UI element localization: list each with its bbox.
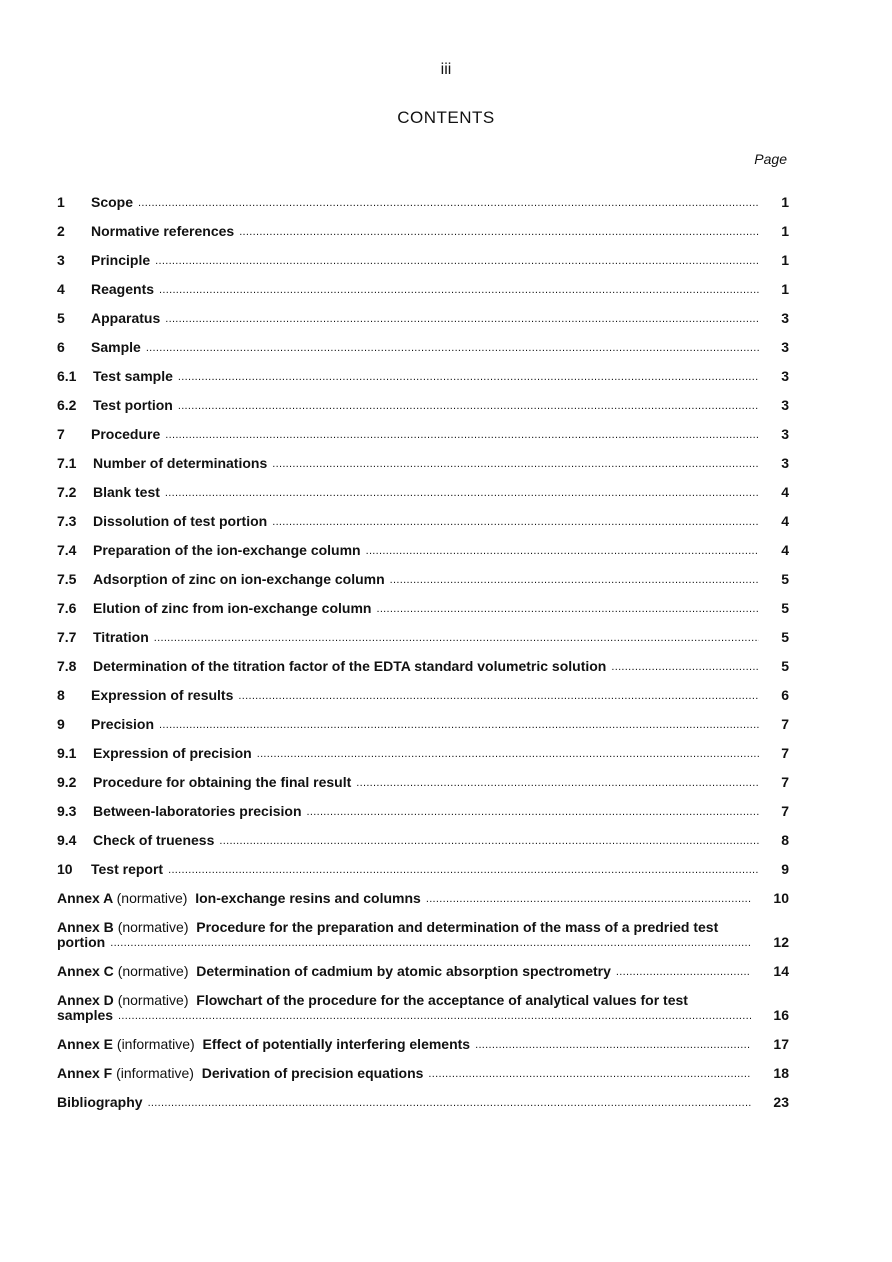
annex-d-status: (normative) [117, 992, 189, 1008]
toc-entry-title: Preparation of the ion-exchange column [93, 542, 361, 558]
table-of-contents [57, 194, 789, 1110]
toc-bibliography[interactable] [57, 1094, 789, 1110]
toc-entry-title: Dissolution of test portion [93, 513, 268, 529]
toc-entry-title: Apparatus [91, 310, 161, 326]
toc-entry[interactable] [57, 774, 789, 790]
dot-leader [168, 863, 759, 877]
toc-entry-title: Test report [91, 861, 164, 877]
dot-leader [426, 892, 751, 906]
dot-leader [148, 1096, 751, 1110]
toc-entry-page: 8 [781, 832, 789, 848]
toc-entry[interactable] [57, 571, 789, 587]
toc-annex-f[interactable] [57, 1065, 789, 1081]
toc-entry-page: 3 [781, 368, 789, 384]
toc-entry-title: Test sample [93, 368, 173, 384]
toc-entry-page: 4 [781, 513, 789, 529]
toc-entry[interactable] [57, 600, 789, 616]
toc-entry-page: 3 [781, 339, 789, 355]
toc-entry-number: 7.5 [57, 571, 77, 587]
toc-entry-page: 1 [781, 223, 789, 239]
toc-entry[interactable] [57, 629, 789, 645]
toc-entry-title: Sample [91, 339, 141, 355]
toc-entry-title: Principle [91, 252, 151, 268]
toc-entry-page: 7 [781, 745, 789, 761]
toc-entry-page: 4 [781, 542, 789, 558]
toc-entry-title: Precision [91, 716, 155, 732]
dot-leader [138, 196, 759, 210]
toc-entry-title: Blank test [93, 484, 160, 500]
toc-entry-number: 9.2 [57, 774, 77, 790]
toc-entry-number: 7.4 [57, 542, 77, 558]
dot-leader [146, 341, 759, 355]
annex-a-label: Annex A [57, 890, 113, 906]
dot-leader [611, 660, 759, 674]
toc-entry-number: 6.1 [57, 368, 77, 384]
annex-f-status: (informative) [116, 1065, 194, 1081]
toc-entry[interactable] [57, 803, 789, 819]
toc-entry-title: Number of determinations [93, 455, 268, 471]
dot-leader [154, 631, 759, 645]
toc-entry-number: 7.2 [57, 484, 77, 500]
toc-entry-title: Adsorption of zinc on ion-exchange column [93, 571, 385, 587]
toc-clauses [57, 194, 789, 877]
toc-annex-a[interactable] [57, 890, 789, 906]
annex-b-page: 12 [773, 934, 789, 950]
toc-entry[interactable] [57, 513, 789, 529]
toc-entry-number: 8 [57, 687, 65, 703]
toc-entry[interactable] [57, 484, 789, 500]
toc-entry-number: 10 [57, 861, 73, 877]
toc-entry[interactable] [57, 687, 789, 703]
annex-f-page: 18 [773, 1065, 789, 1081]
toc-entry[interactable] [57, 426, 789, 442]
annex-b-title-cont: portion [57, 934, 106, 950]
dot-leader [238, 689, 759, 703]
annex-a-page: 10 [773, 890, 789, 906]
toc-entry-number: 7.6 [57, 600, 77, 616]
annex-a-title: Ion-exchange resins and columns [195, 890, 421, 906]
dot-leader [390, 573, 759, 587]
dot-leader [376, 602, 759, 616]
toc-entry-number: 9.4 [57, 832, 77, 848]
toc-entry[interactable] [57, 397, 789, 413]
toc-entry-page: 5 [781, 600, 789, 616]
toc-entry-title: Reagents [91, 281, 155, 297]
dot-leader [257, 747, 759, 761]
toc-entry[interactable] [57, 368, 789, 384]
toc-entry-page: 3 [781, 426, 789, 442]
toc-entry-title: Titration [93, 629, 149, 645]
toc-entry[interactable] [57, 281, 789, 297]
toc-entry[interactable] [57, 223, 789, 239]
toc-entry[interactable] [57, 861, 789, 877]
toc-entry-page: 7 [781, 803, 789, 819]
annex-d-title-cont: samples [57, 1007, 114, 1023]
toc-entry[interactable] [57, 194, 789, 210]
bibliography-page: 23 [773, 1094, 789, 1110]
toc-annex-e[interactable] [57, 1036, 789, 1052]
dot-leader [178, 370, 759, 384]
contents-heading: CONTENTS [397, 108, 495, 127]
toc-entry-title: Expression of results [91, 687, 234, 703]
annex-f-label: Annex F [57, 1065, 113, 1081]
toc-entry[interactable] [57, 716, 789, 732]
toc-entry[interactable] [57, 658, 789, 674]
toc-entry-number: 9.1 [57, 745, 77, 761]
toc-entry-title: Procedure [91, 426, 161, 442]
annex-e-page: 17 [773, 1036, 789, 1052]
annex-b-title: Procedure for the preparation and determination of the mass of a predried test [196, 919, 719, 935]
dot-leader [219, 834, 759, 848]
annex-e-label: Annex E [57, 1036, 114, 1052]
toc-entry-page: 6 [781, 687, 789, 703]
toc-entry-number: 1 [57, 194, 65, 210]
dot-leader [159, 283, 759, 297]
annex-d-page: 16 [773, 1007, 789, 1023]
toc-entry-number: 9.3 [57, 803, 77, 819]
dot-leader [159, 718, 759, 732]
annex-c-page: 14 [773, 963, 789, 979]
toc-entry-title: Elution of zinc from ion-exchange column [93, 600, 372, 616]
dot-leader [356, 776, 759, 790]
dot-leader [165, 312, 759, 326]
dot-leader [307, 805, 759, 819]
annex-d-title: Flowchart of the procedure for the acceptance of analytical values for test [196, 992, 688, 1008]
toc-entry-page: 4 [781, 484, 789, 500]
toc-entry-title: Determination of the titration factor of the EDTA standard volumetric solution [93, 658, 607, 674]
annex-e-title: Effect of potentially interfering elements [202, 1036, 471, 1052]
toc-entry-title: Normative references [91, 223, 235, 239]
annex-d-label: Annex D [57, 992, 114, 1008]
toc-entry-page: 1 [781, 281, 789, 297]
toc-entry-title: Procedure for obtaining the final result [93, 774, 352, 790]
toc-entry-number: 7.7 [57, 629, 77, 645]
toc-entry-page: 3 [781, 455, 789, 471]
toc-entry[interactable] [57, 542, 789, 558]
toc-entry[interactable] [57, 455, 789, 471]
dot-leader [475, 1038, 751, 1052]
toc-entry-page: 9 [781, 861, 789, 877]
dot-leader [272, 457, 759, 471]
toc-entry[interactable] [57, 745, 789, 761]
toc-entry-number: 6 [57, 339, 65, 355]
toc-annex-b[interactable] [57, 919, 789, 950]
toc-entry-page: 1 [781, 252, 789, 268]
toc-entry-page: 5 [781, 658, 789, 674]
toc-entry-number: 7.1 [57, 455, 77, 471]
toc-entry-number: 2 [57, 223, 65, 239]
annex-c-status: (normative) [117, 963, 189, 979]
annex-b-status: (normative) [117, 919, 189, 935]
toc-entry-page: 7 [781, 716, 789, 732]
toc-entry-number: 7.3 [57, 513, 77, 529]
annex-c-label: Annex C [57, 963, 114, 979]
dot-leader [366, 544, 759, 558]
toc-entry[interactable] [57, 339, 789, 355]
toc-entry-title: Scope [91, 194, 134, 210]
toc-entry-page: 7 [781, 774, 789, 790]
annex-c-title: Determination of cadmium by atomic absorption spectrometry [196, 963, 611, 979]
toc-entry-page: 1 [781, 194, 789, 210]
toc-entry-number: 6.2 [57, 397, 77, 413]
dot-leader [178, 399, 759, 413]
page-number: iii [440, 61, 452, 78]
dot-leader [118, 1009, 751, 1023]
annex-e-status: (informative) [116, 1036, 195, 1052]
dot-leader [239, 225, 759, 239]
toc-entry-title: Check of trueness [93, 832, 215, 848]
dot-leader [616, 965, 751, 979]
dot-leader [428, 1067, 751, 1081]
toc-annex-d[interactable] [57, 992, 789, 1023]
toc-entry[interactable] [57, 252, 789, 268]
dot-leader [165, 428, 759, 442]
toc-entry-number: 5 [57, 310, 65, 326]
bibliography-title: Bibliography [57, 1094, 143, 1110]
annex-f-title: Derivation of precision equations [201, 1065, 424, 1081]
toc-entry-number: 4 [57, 281, 65, 297]
toc-entry[interactable] [57, 832, 789, 848]
page-column-label: Page [754, 151, 787, 167]
dot-leader [165, 486, 759, 500]
toc-entry-number: 3 [57, 252, 65, 268]
toc-annex-c[interactable] [57, 963, 789, 979]
toc-entry-page: 5 [781, 629, 789, 645]
toc-entry[interactable] [57, 310, 789, 326]
toc-entry-number: 7.8 [57, 658, 77, 674]
annex-a-status: (normative) [116, 890, 188, 906]
toc-entry-number: 7 [57, 426, 65, 442]
toc-entry-title: Between-laboratories precision [93, 803, 302, 819]
annex-b-label: Annex B [57, 919, 114, 935]
toc-entry-title: Expression of precision [93, 745, 252, 761]
dot-leader [110, 936, 751, 950]
dot-leader [272, 515, 759, 529]
dot-leader [155, 254, 759, 268]
toc-entry-page: 3 [781, 397, 789, 413]
toc-entry-number: 9 [57, 716, 65, 732]
toc-entry-page: 3 [781, 310, 789, 326]
toc-entry-page: 5 [781, 571, 789, 587]
toc-entry-title: Test portion [93, 397, 173, 413]
